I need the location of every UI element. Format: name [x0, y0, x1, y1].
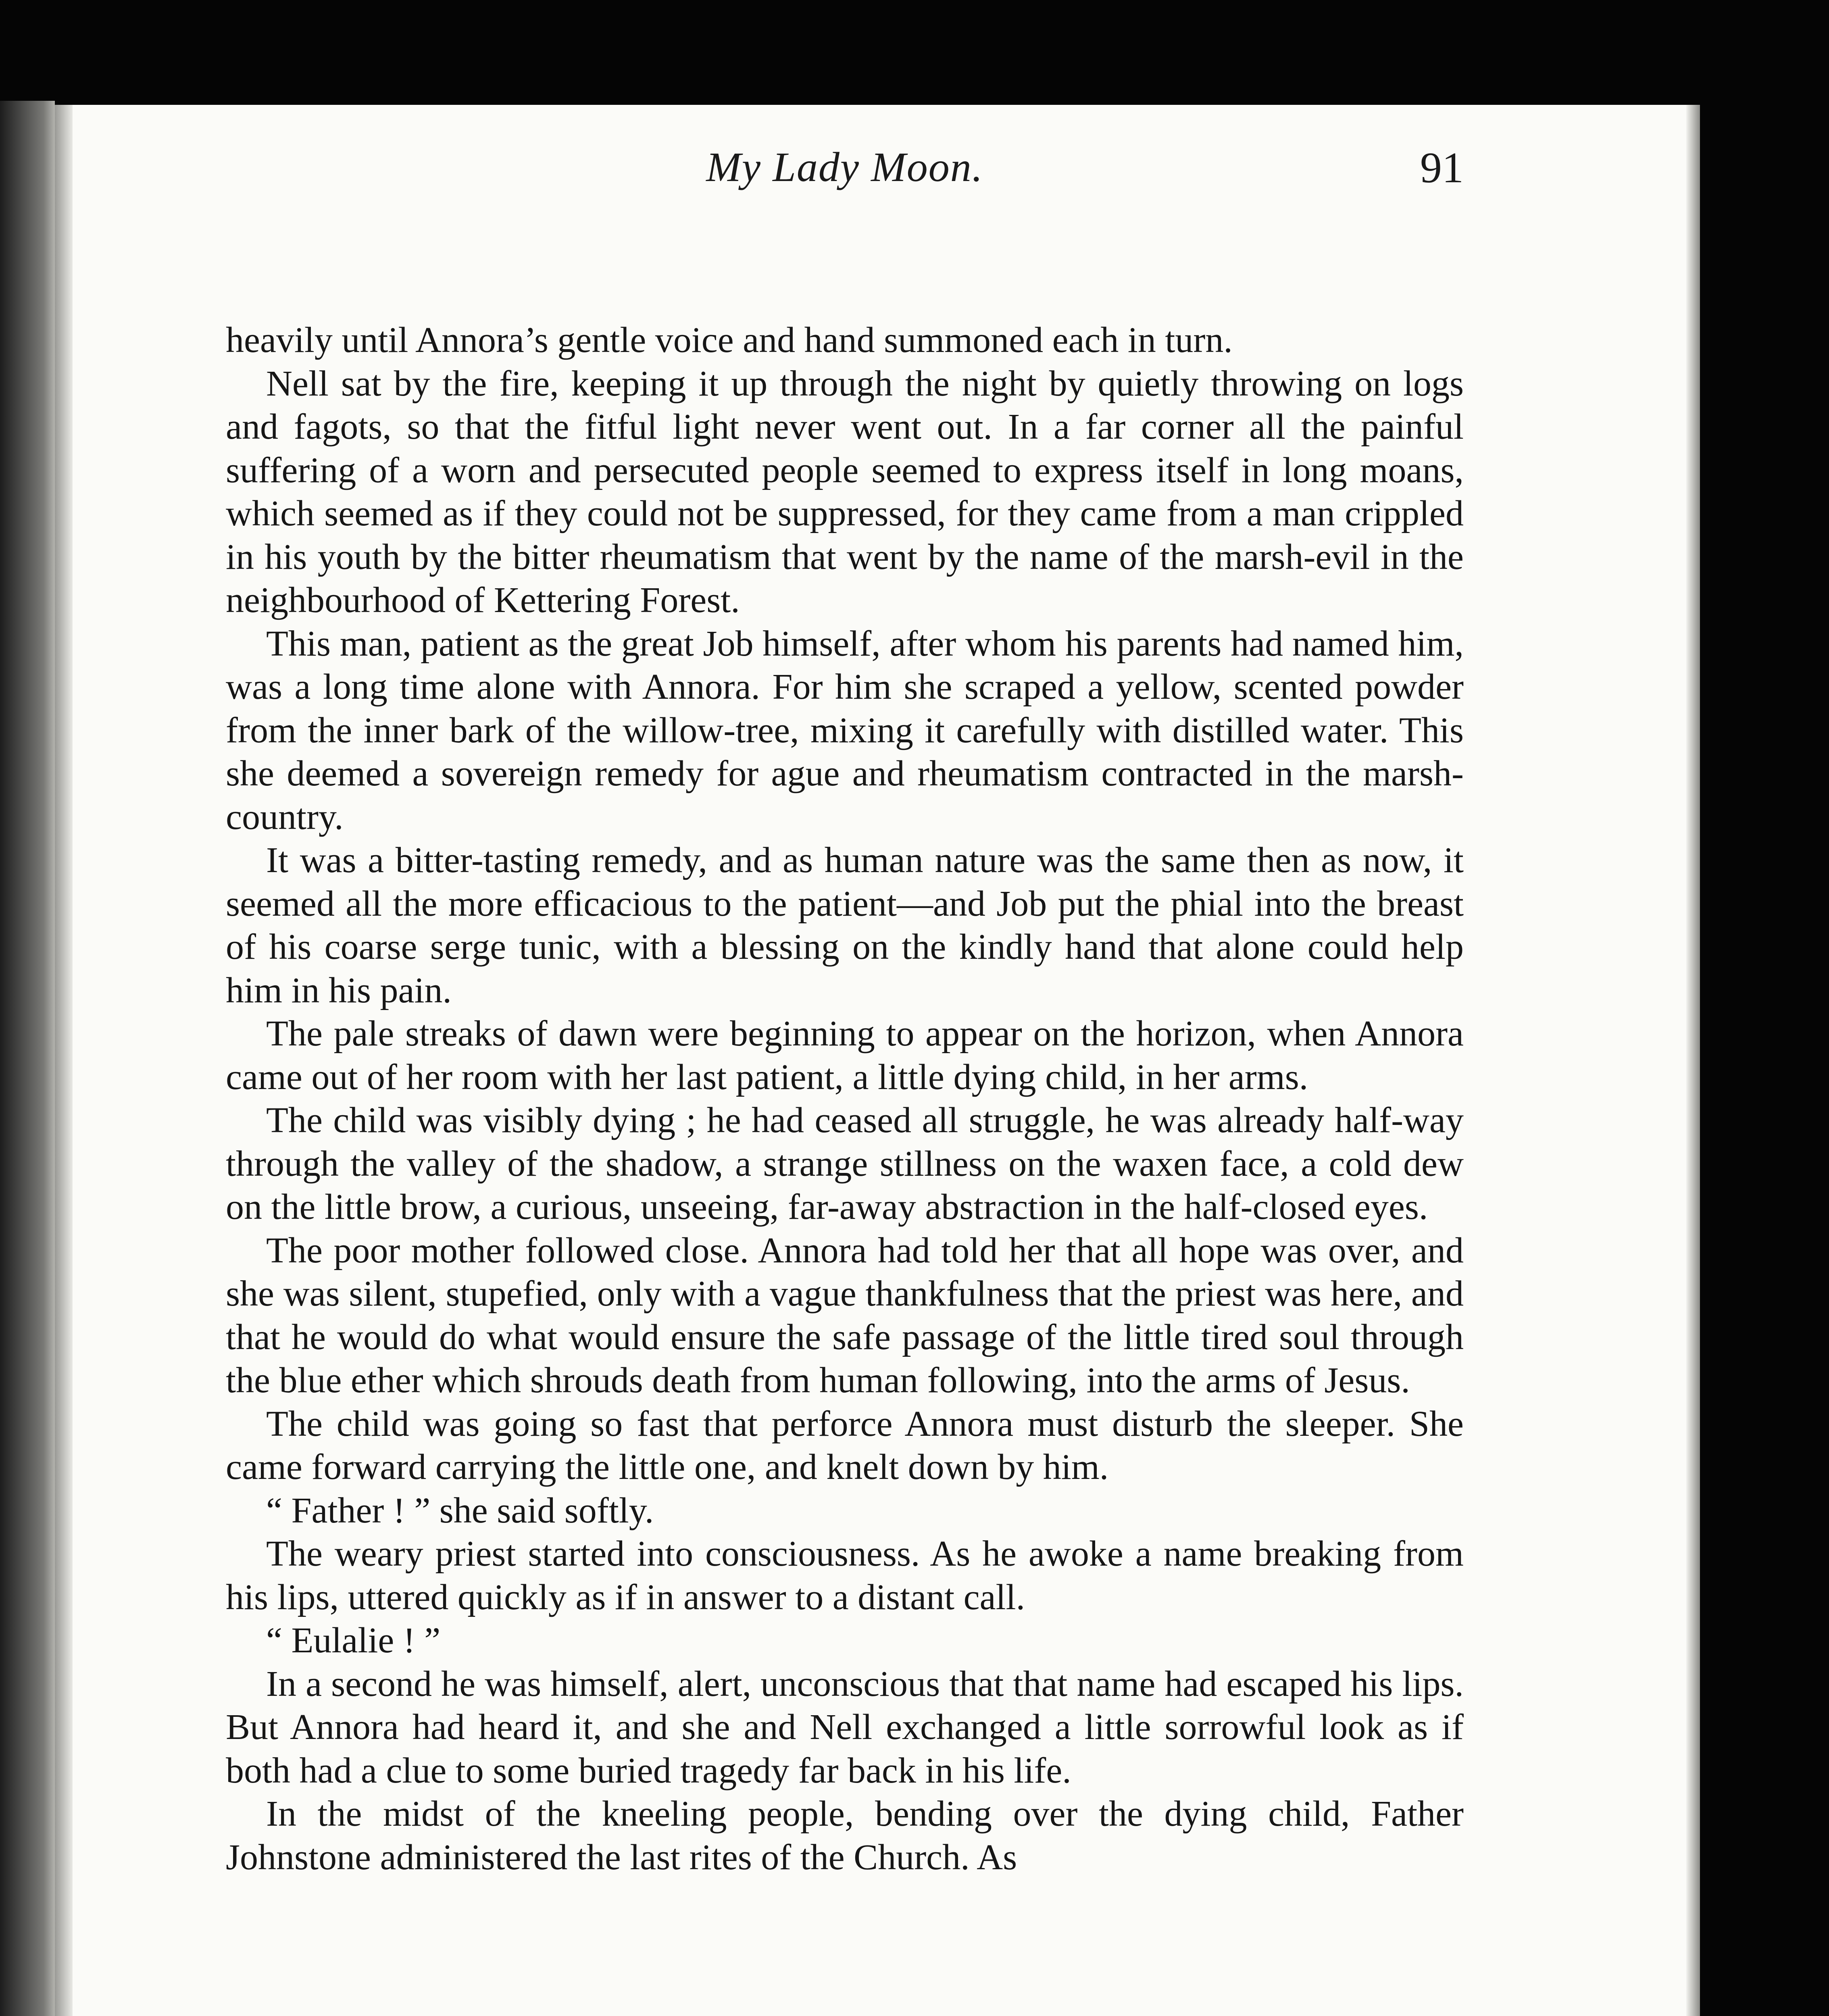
paragraph-final: In the midst of the kneeling people, bending over the dying child, Father Johnstone administered the last rites of the Church. As	[226, 1794, 1464, 1877]
page-gutter-shadow	[55, 105, 73, 2016]
paragraph: It was a bitter-tasting remedy, and as human nature was the same then as now, it seemed all the more efficacious to the patient—and Job put the phial into the breast of his coarse serge tunic, with a blessing on the kindly hand that alone could help him in his pain.	[226, 840, 1464, 1010]
paragraph: The child was going so fast that perforce Annora must disturb the sleeper. She came forward carrying the little one, and knelt down by him.	[226, 1404, 1464, 1487]
page-fore-edge	[1686, 105, 1700, 2016]
facing-page-edge	[0, 101, 55, 2016]
paragraph-continued: heavily until Annora’s gentle voice and hand summoned each in turn.	[226, 320, 1233, 360]
page-number: 91	[1420, 144, 1464, 192]
dialogue-line: “ Father ! ” she said softly.	[266, 1490, 654, 1531]
paragraph: The weary priest started into consciousness. As he awoke a name breaking from his lips, uttered quickly as if in answer to a distant call.	[226, 1534, 1464, 1617]
paragraph: Nell sat by the fire, keeping it up through the night by quietly throwing on logs and fagots, so that the fitful light never went out. In a far corner all the painful suffering of a worn and persecuted people seemed to express itself in long moans, which seemed as if they could not be suppressed, for they came from a man crippled in his youth by the bitter rheumatism that went by the name of the marsh-evil in the neighbourhood of Kettering Forest.	[226, 363, 1464, 620]
paragraph: The pale streaks of dawn were beginning to appear on the horizon, when Annora came out of her room with her last patient, a little dying child, in her arms.	[226, 1014, 1464, 1097]
paragraph: This man, patient as the great Job himself, after whom his parents had named him, was a long time alone with Annora. For him she scraped a yellow, scented powder from the inner bark of the willow-tree, mixing it carefully with distilled water. This she deemed a sovereign remedy for ague and rheumatism contracted in the marsh-country.	[226, 623, 1464, 837]
dialogue-line: “ Eulalie ! ”	[266, 1620, 441, 1660]
paragraph: The child was visibly dying ; he had ceased all struggle, he was already half-way through the valley of the shadow, a strange stillness on the waxen face, a cold dew on the little brow, a curious, unseeing, far-away abstraction in the half-closed eyes.	[226, 1100, 1464, 1227]
running-head	[226, 143, 1464, 216]
body-text	[226, 319, 1464, 1879]
paragraph: The poor mother followed close. Annora had told her that all hope was over, and she was silent, stupefied, only with a vague thankfulness that the priest was here, and that he would do what would ensure the safe passage of the little tired soul through the blue ether which shrouds death from human following, into the arms of Jesus.	[226, 1230, 1464, 1400]
running-title: My Lady Moon.	[706, 144, 983, 190]
paragraph: In a second he was himself, alert, unconscious that that name had escaped his lips. But Annora had heard it, and she and Nell exchanged a little sorrowful look as if both had a clue to some buried tragedy far back in his life.	[226, 1664, 1464, 1791]
